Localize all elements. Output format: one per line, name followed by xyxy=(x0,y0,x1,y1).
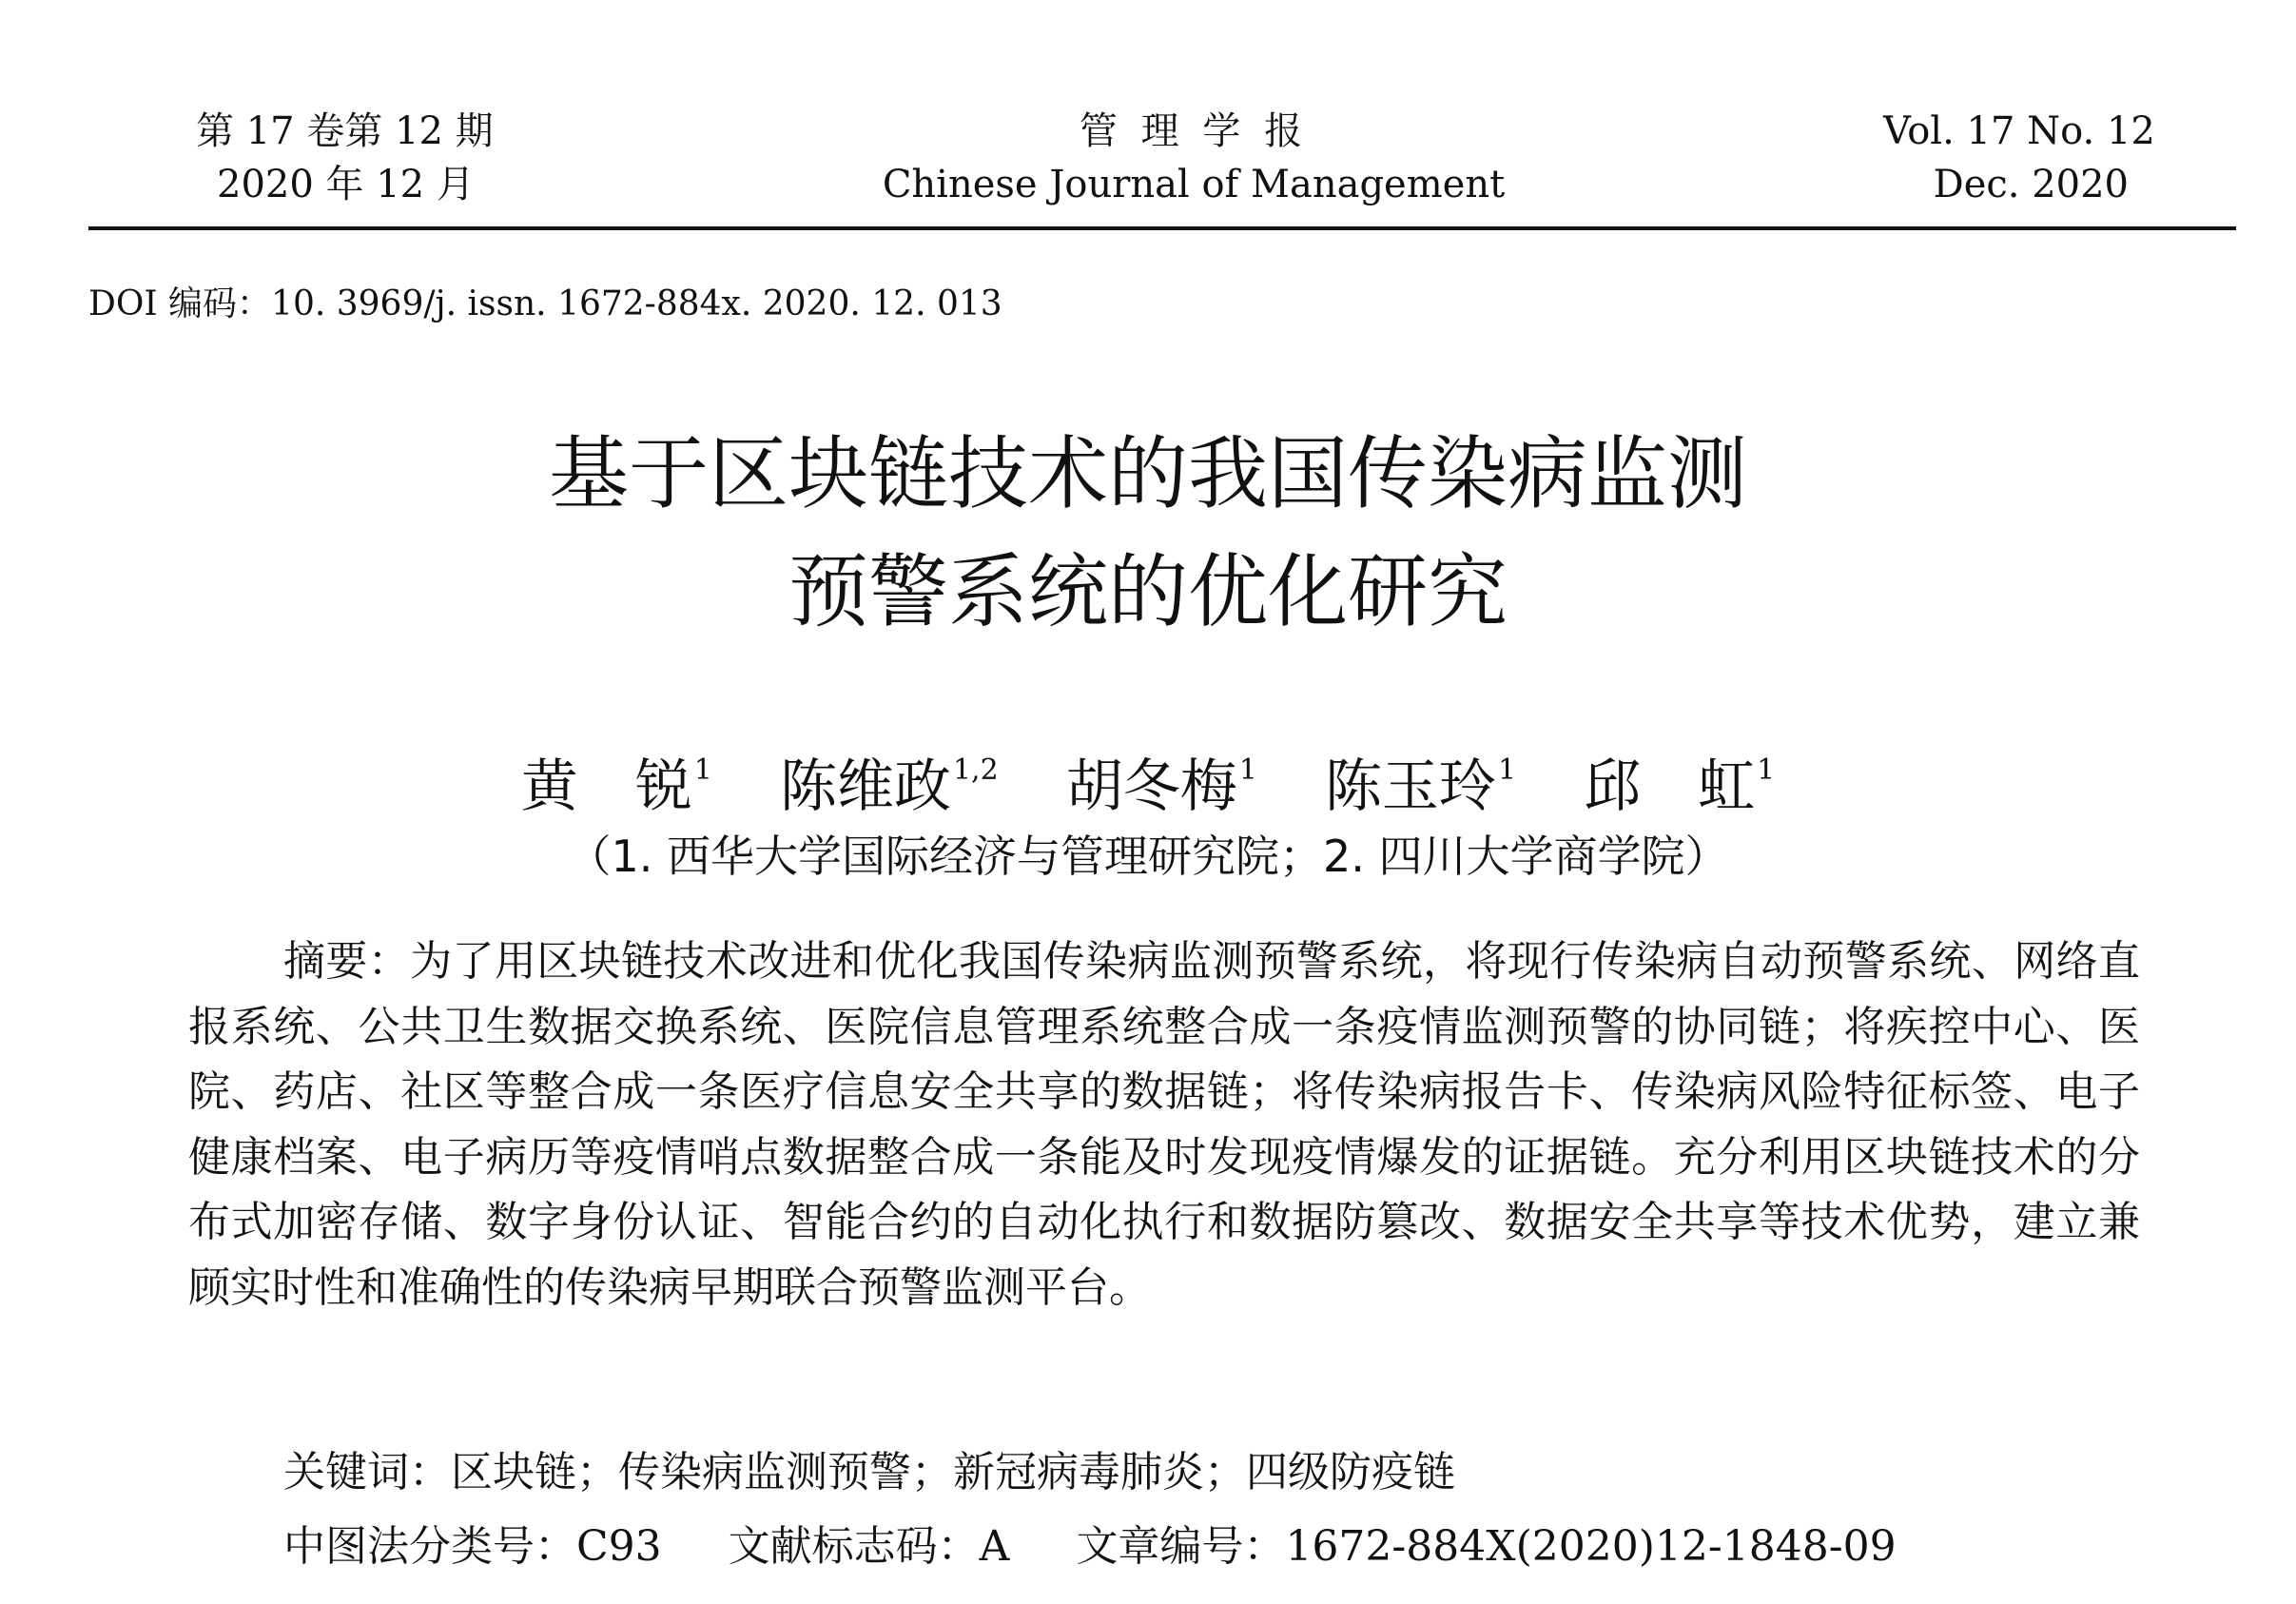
doc-code-value: A xyxy=(979,1522,1010,1571)
doc-code-label: 文献标志码： xyxy=(728,1522,980,1571)
classification xyxy=(283,1516,1897,1577)
clc-label: 中图法分类号： xyxy=(283,1522,576,1571)
abstract-text: 为了用区块链技术改进和优化我国传染病监测预警系统，将现行传染病自动预警系统、网络直报系统、公共卫生数据交换系统、医院信息管理系统整合成一条疫情监测预警的协同链；将疾控中心、医院、药店、社区等整合成一条医疗信息安全共享的数据链；将传染病报告卡、传染病风险特征标签、电子健康档案、电子病历等疫情哨点数据整合成一条能及时发现疫情爆发的证据链。充分利用区块链技术的分布式加密存储、数字身份认证、智能合约的自动化执行和数据防篡改、数据安全共享等技术优势，建立兼顾实时性和准确性的传染病早期联合预警监测平台。 xyxy=(188,937,2141,1312)
article-number-label: 文章编号： xyxy=(1076,1522,1286,1571)
article-title-line2: 预警系统的优化研究 xyxy=(788,545,1508,638)
header-rule xyxy=(88,226,2236,230)
article-number-value: 1672-884X(2020)12-1848-09 xyxy=(1285,1522,1897,1571)
doi: DOI 编码：10. 3969/j. issn. 1672-884x. 2020. 12. 013 xyxy=(88,284,1002,323)
date-en: Dec. 2020 xyxy=(1933,163,2129,206)
volume-issue: 第 17 卷第 12 期 xyxy=(196,109,494,153)
abstract-label: 摘要： xyxy=(283,937,411,986)
journal-title-cn: 管 理 学 报 xyxy=(1079,109,1309,153)
publication-date: 2020 年 12 月 xyxy=(217,163,475,206)
abstract xyxy=(188,929,2140,1320)
volume-number-en: Vol. 17 No. 12 xyxy=(1883,109,2155,153)
author: 陈维政$^{1,2}$ xyxy=(779,753,999,820)
author: 胡冬梅$^1$ xyxy=(1065,753,1257,820)
keywords-text: 区块链；传染病监测预警；新冠病毒肺炎；四级防疫链 xyxy=(451,1448,1455,1496)
keywords-label: 关键词： xyxy=(283,1448,451,1496)
author: 黄 锐$^1$ xyxy=(520,753,712,820)
keywords xyxy=(283,1442,1455,1503)
article-title-line1: 基于区块链技术的我国传染病监测 xyxy=(548,427,1747,520)
clc-value: C93 xyxy=(576,1522,662,1571)
author-list xyxy=(0,727,2296,831)
author: 陈玉玲$^1$ xyxy=(1324,753,1517,820)
author: 邱 虹$^1$ xyxy=(1584,753,1776,820)
journal-title-en: Chinese Journal of Management xyxy=(882,163,1506,206)
affiliation: （1. 西华大学国际经济与管理研究院；2. 四川大学商学院） xyxy=(567,831,1729,882)
